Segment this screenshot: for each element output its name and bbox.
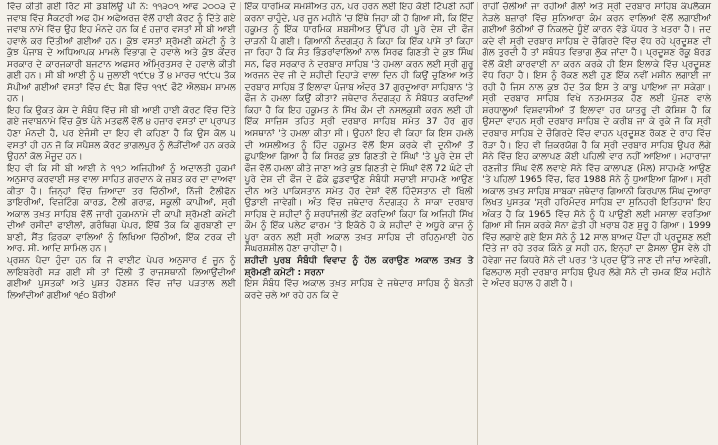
article-column-middle: [240, 2, 478, 445]
paragraph: ਇਹ ਕਿ ਉਕਤ ਕੇਸ ਦੇ ਸੰਬੰਧ ਵਿੱਚ ਸੀ ਬੀ ਆਈ ਹਾਈ ਕੋਰਟ ਵਿੱਚ ਦਿੱਤੇ ਗਏ ਜਵਾਬਨਾਮੇ ਵਿੱਚ ਕੁੱਝ ਪੰਨੇ ਮਤਫਲੋਂ ਵੱਲੋਂ ੪ ਹਜ਼ਾਰ ਵਸਤਾਂ ਦਾ ਪ੍ਰਾਪਤ ਹੋਣਾ ਮੰਨਦੀ ਹੈ, ਪਰ ਏਜੰਸੀ ਦਾ ਇਹ ਵੀ ਕਹਿਣਾ ਹੈ ਕਿ ਉਸ ਕੋਲ ੫ ਵਸਤਾਂ ਹੀ ਹਨ ਜੋ ਕਿ ਸਪੈਸ਼ਲ ਕੋਰਟ ਭਾਗਲਪੁਰ ਨੂੰ ਲੋੜੀਂਦੀਆਂ ਹਨ ਕਰਕੇ ਉਹਨਾਂ ਕੋਲ ਮੌਜੂਦ ਹਨ।: [7, 105, 236, 163]
paragraph: ਇਹ ਵੀ ਕਿ ਸੀ ਬੀ ਆਈ ਨੇ ੧੧੭ ਅਜਿਹੀਆਂ ਨੂੰ ਅਦਾਲਤੀ ਹੁਕਮਾਂ ਅਨੁਸਾਰ ਕਰਵਾਈ ਸਭ ਵਾਲਾ ਸਾਹਿਤ ਗਰਦਾਨ ਕੇ ਜ਼ਬਤ ਕਰ ਦਾ ਦਾਅਵਾ ਕੀਤਾ ਹੈ। ਜਿਨ੍ਹਾਂ ਵਿੱਚ ਜ਼ਿਆਦਾ ਤਰ ਚਿੱਠੀਆਂ, ਨਿੱਜੀ ਟੈਲੀਫੋਨ ਡਾਇਰੀਆਂ, ਵਿਜ਼ਟਿੰਗ ਕਾਰਡ, ਟੈਲੀ ਗਰਾਫ਼, ਸਕੂਲੀ ਕਾਪੀਆਂ, ਸ੍ਰੀ ਅਕਾਲ ਤਖ਼ਤ ਸਾਹਿਬ ਵੱਲੋਂ ਜਾਰੀ ਹੁਕਮਨਾਮੇ ਦੀ ਕਾਪੀ ਸ਼੍ਰੋਮਣੀ ਕਮੇਟੀ ਦੀਆਂ ਰਸੀਦਾਂ ਫਾਈਲਾਂ, ਗਰੰਥਿਗ ਪੇਪਰ, ਇੱਥੋਂ ਤੱਕ ਕਿ ਗੁਰਬਾਣੀ ਦਾ ਬਾਣੀ, ਸੈਂਤ ਫ਼ਿਰਕਾ ਵਾਲਿਆਂ ਨੂੰ ਲਿਖਿਆ ਚਿੱਠੀਆਂ, ਇੱਕ ਟਰਕ ਦੀ ਆਰ. ਸੀ. ਆਦਿ ਸ਼ਾਮਿਲ ਹਨ।: [7, 163, 236, 255]
article-column-right: [477, 2, 715, 445]
article-subheading: ਸ਼ਹੀਦੀ ਪੁਰਬ ਸੰਬੰਧੀ ਵਿਵਾਦ ਨੂੰ ਹੱਲ ਕਰਾਉਣ ਅਕਾਲ ਤਖ਼ਤ ਤੇ ਸ਼੍ਰੋਮਣੀ ਕਮੇਟੀ : ਸਰਨਾ: [244, 256, 474, 278]
paragraph: ਵਿੱਚ ਕੀਤੀ ਗਈ ਰਿੱਟ ਸੀ ਡਬਲਿਊ ਪੀ ਨੰ: ੧੧੩੦੧ ਆਫ ੨੦੦੩ ਦੇ ਜਵਾਬ ਵਿੱਚ ਸੈਕਟਰੀ ਅਫ ਹੋਮ ਅਫੇਅਰਜ਼ ਵੱਲੋਂ ਹਾਈ ਕੋਰਟ ਨੂੰ ਦਿੱਤੇ ਗਏ ਜਵਾਬ ਨਾਮੇ ਵਿੱਚ ਉਹ ਇਹ ਮੰਨਦੇ ਹਨ ਕਿ ੬ ਹਜ਼ਾਰ ਵਸਤਾਂ ਸੀ ਬੀ ਆਈ ਹਵਾਲੇ ਕਰ ਦਿੱਤੀਆਂ ਗਈਆਂ ਹਨ। ਕੁੱਝ ਵਸਤਾਂ ਸ਼੍ਰੋਮਣੀ ਕਮੇਟੀ ਨੂੰ ਤੇ ਕੁੱਝ ਪੰਜਾਬ ਦੇ ਅਧਿਆਪਕ ਮਾਮਲੇ ਵਿਭਾਗ ਦੇ ਹਵਾਲੇ ਅਤੇ ਕੁੱਝ ਕੇਂਦਰ ਸਰਕਾਰ ਦੇ ਕਾਰਜਕਾਰੀ ਬਜਟਾਨ ਅਫਸਰ ਅੰਮ੍ਰਿਤਸਰ ਦੇ ਹਵਾਲੇ ਕੀਤੀ ਗਈ ਹਨ। ਸੀ ਬੀ ਆਈ ਨੂੰ ੫ ਜੁਲਾਈ ੧੯੮੪ ਤੋਂ ੪ ਮਾਰਚ ੧੯੮੫ ਤੱਕ ਸੋਪੀਆਂ ਗਈਆਂ ਵਸਤਾਂ ਵਿੱਚ ੬੮ ਬੈਗ ਵਿੱਚ ੧੧੯ ਫੌਟੋ ਐਲਬਮ ਸ਼ਾਮਲ ਹਨ।: [7, 2, 236, 105]
article-column-left: [3, 2, 240, 445]
paragraph: ਇਸ ਸੰਬੰਧ ਵਿੱਚ ਅਕਾਲ ਤਖ਼ਤ ਸਾਹਿਬ ਦੇ ਜਥੇਦਾਰ ਸਾਹਿਬ ਨੂੰ ਬੇਨਤੀ ਕਰਦੇ ਚਲੇ ਆ ਰਹੇ ਹਨ ਕਿ ਦੇ: [244, 279, 474, 301]
paragraph: ਪ੍ਰਸ਼ਨ ਪੈਦਾ ਹੁੰਦਾ ਹਨ ਕਿ ਜੋ ਵਾਈਟ ਪੇਪਰ ਅਨੁਸਾਰ ੬ ਜੂਨ ਨੂੰ ਲਾਇਬਰੇਰੀ ਸੜ ਗਈ ਸੀ ਤਾਂ ਦਿੱਲੀ ਤੋਂ ਰਾਜਸਥਾਨੀ ਲਿਆਉਂਦੀਆਂ ਗਈਆਂ ਪੁਸਤਕਾਂ ਅਤੇ ਪੁਸ਼ਤ ਹੋਣਸ਼ਨ ਵਿੱਚ ਜਾਂਚ ਪੜਤਾਲ ਲਈ ਲਿਆਂਦੀਆਂ ਗਈਆਂ ੧੬੦ ਬੋਰੀਆਂ: [7, 256, 236, 301]
paragraph: ਰਾਹੀਂ ਚੱਲੀਆਂ ਜਾ ਰਹੀਆਂ ਗੱਲਾਂ ਅਤੇ ਸ੍ਰੀ ਦਰਬਾਰ ਸਾਹਿਬ ਕੰਪਲੈਕਸ ਨੇੜਲੇ ਬਜ਼ਾਰਾਂ ਵਿੱਚ ਸੁਨਿਆਰਾ ਕੰਮ ਕਰਨ ਵਾਲਿਆਂ ਵੱਲੋਂ ਲਗਾਈਆਂ ਗਈਆਂ ਭੱਠੀਆਂ ਚੋਂ ਨਿਕਲਦੇ ਧੂੰਏਂ ਕਾਰਨ ਵੱਡੇ ਪੱਧਰ ਤੇ ਖਤਰਾ ਹੈ। ਜਦ ਕਦੇ ਵੀ ਸ੍ਰੀ ਦਰਬਾਰ ਸਾਹਿਬ ਦੇ ਚੌਗਿਰਦੇ ਵਿੱਚ ਵੱਧ ਰਹੇ ਪ੍ਰਦੂਸ਼ਣ ਦੀ ਗੱਲ ਤੁਰਦੀ ਹੈ ਤਾਂ ਸਬੰਧਤ ਵਿਭਾਗ ਲੁੱਕ ਜਾਂਦਾ ਹੈ। ਪ੍ਰਦੂਸ਼ਣ ਰੋਕੂ ਬੋਰਡ ਵੱਲੋਂ ਕੋਈ ਕਾਰਵਾਈ ਨਾ ਕਰਨ ਕਰਕੇ ਹੀ ਇਸ ਇਲਾਕੇ ਵਿੱਚ ਪ੍ਰਦੂਸ਼ਣ ਵੱਧ ਰਿਹਾ ਹੈ। ਇਸ ਨੂੰ ਰੋਕਣ ਲਈ ਹੁਣ ਇੱਕ ਨਵੀਂ ਮਸ਼ੀਨ ਲਗਾਈ ਜਾ ਰਹੀ ਹੈ ਜਿਸ ਨਾਲ ਕੁਝ ਹੱਦ ਤੱਕ ਇਸ ਤੇ ਕਾਬੂ ਪਾਇਆ ਜਾ ਸਕੇਗਾ। ਸ੍ਰੀ ਦਰਬਾਰ ਸਾਹਿਬ ਵਿਖੇ ਨਤਮਸਤਕ ਹੋਣ ਲਈ ਪੁੱਜਣ ਵਾਲੇ ਸ਼ਰਧਾਲੂਆਂ ਵਿਸ਼ਵਾਸੀਆਂ ਤੋਂ ਇਲਾਵਾ ਹਰ ਯਾਤਰੂ ਦੀ ਕੋਸ਼ਿਸ਼ ਹੈ ਕਿ ਉਸਦਾ ਵਾਹਨ ਸ੍ਰੀ ਦਰਬਾਰ ਸਾਹਿਬ ਦੇ ਕਰੀਬ ਜਾ ਕੇ ਰੁਕੇ ਜੋ ਕਿ ਸ੍ਰੀ ਦਰਬਾਰ ਸਾਹਿਬ ਦੇ ਚੌਗਿਰਦੇ ਵਿੱਚ ਵਾਹਨ ਪ੍ਰਦੂਸ਼ਣ ਰੋਕਣ ਦੇ ਰਾਹ ਵਿੱਚ ਰੋੜਾ ਹੈ। ਇਹ ਵੀ ਜ਼ਿਕਰਯੋਗ ਹੈ ਕਿ ਸ੍ਰੀ ਦਰਬਾਰ ਸਾਹਿਬ ਉਪਰ ਲੱਗੇ ਸੋਨੇ ਵਿੱਚ ਇਹ ਕਾਲਾਪਣ ਕੋਈ ਪਹਿਲੀ ਵਾਰ ਨਹੀਂ ਆਇਆ। ਮਹਾਰਾਜਾ ਰਣਜੀਤ ਸਿੰਘ ਵੱਲੋਂ ਲਵਾਏ ਸੋਨੇ ਵਿੱਚ ਕਾਲਾਪਣ (ਮੈਲ) ਸਾਹਮਣੇ ਆਉਣ 'ਤੇ ਪਹਿਲਾਂ 1965 ਵਿੱਚ, ਫਿਰ 1988 ਸੋਨੇ ਨੂੰ ਧੁਆਇਆ ਗਿਆ। ਸ੍ਰੀ ਅਕਾਲ ਤਖ਼ਤ ਸਾਹਿਬ ਸਾਬਕਾ ਜਥੇਦਾਰ ਗਿਆਨੀ ਕਿਰਪਾਲ ਸਿੰਘ ਦੁਆਰਾ ਲਿਖਤ ਪੁਸਤਕ 'ਸ੍ਰੀ ਹਰਿਮੰਦਰ ਸਾਹਿਬ ਦਾ ਸੁਨਿਹਰੀ ਇਤਿਹਾਸ' ਇਹ ਅੰਕਤ ਹੈ ਕਿ 1965 ਵਿੱਚ ਸੋਨੇ ਨੂੰ ਧੋ ਪਾਉਣੀ ਲਈ ਮਸਾਲਾ ਵਰਤਿਆ ਗਿਆ ਸੀ ਜਿਸ ਕਰਕੇ ਸੋਨਾ ਛੇਤੀ ਹੀ ਖ਼ਰਾਬ ਹੋਣ ਸ਼ੁਰੂ ਹੋ ਗਿਆ। 1999 ਵਿੱਚ ਲਗਾਏ ਗਏ ਇਸ ਸੋਨੇ ਨੂੰ 12 ਸਾਲ ਬਾਅਦ ਪੈਂਦਾ ਹੀ ਪ੍ਰਦੂਸ਼ਣ ਲਈ ਦਿੱਤੇ ਜਾ ਰਹੇ ਤਰਕ ਕਿੰਨੇ ਕੁ ਸਹੀ ਹਨ, ਇਨ੍ਹਾਂ ਦਾ ਫ਼ੈਸਲਾ ਉਸ ਵੇਲੇ ਹੀ ਹੋਵੇਗਾ ਜਦ ਕਿਧਰੇ ਸੋਨੇ ਦੀ ਪਰਤ 'ਤੇ ਪ੍ਰਦ ਉੱਤੇ ਜਾਣ ਦੀ ਜਾਂਚ ਆਵੇਗੀ, ਫਿਲਹਾਲ ਸ੍ਰੀ ਦਰਬਾਰ ਸਾਹਿਬ ਉਪਰ ਲੱਗੇ ਸੋਨੇ ਦੀ ਚਮਕ ਇੱਕ ਮਹੀਨੇ ਦੇ ਅੰਦਰ ਬਹਾਲ ਹੋ ਗਈ ਹੈ।: [482, 2, 712, 290]
paragraph: ਇੱਕ ਧਾਰਮਿਕ ਸਮਸ਼ੀਅਤ ਹਨ, ਪਰ ਹਰਨ ਲਈ ਇਹ ਕੋਈ ਟਿੱਪਣੀ ਨਹੀਂ ਕਰਨਾ ਚਾਹੁੰਦੇ, ਪਰ ਜੂਨ ਮਹੀਨੇ 'ਚ ਇੱਥੇ ਜਿਹਾ ਕੀ ਹੋ ਗਿਆ ਸੀ, ਕਿ ਇੱਦ ਹਕੂਮਤ ਨੂੰ ਇੱਕ ਧਾਰਮਿਕ ਸ਼ਬਸੀਅਤ ਉੱਪਰ ਹੀ ਪੂਰੇ ਦੇਸ਼ ਦੀ ਫੌਜ ਚਾੜਨੀ ਪੈ ਗਈ। ਗਿਆਨੀ ਨੰਦਗੜ੍ਹ ਨੇ ਕਿਹਾ ਕਿ ਇੱਕ ਪਾਸੇ ਤਾਂ ਕਿਹਾ ਜਾ ਰਿਹਾ ਹੈ ਕਿ ਸੰਤ ਭਿੰਡਰਾਂਵਾਲਿਆਂ ਨਾਲ ਸਿਰਫ ਗਿਣਤੀ ਦੇ ਕੁਝ ਸਿੰਘ ਸਨ, ਫਿਰ ਸਰਕਾਰ ਨੇ ਦਰਬਾਰ ਸਾਹਿਬ 'ਤੇ ਹਮਲਾ ਕਰਨ ਲਈ ਸ੍ਰੀ ਗੁਰੂ ਅਰਜਨ ਦੇਵ ਜੀ ਦੇ ਸ਼ਹੀਦੀ ਦਿਹਾੜੇ ਵਾਲਾ ਦਿਨ ਹੀ ਕਿਉਂ ਚੁਣਿਆ ਅਤੇ ਦਰਬਾਰ ਸਾਹਿਬ ਤੋਂ ਇਲਾਵਾ ਪੰਜਾਬ ਅੰਦਰ 37 ਗੁਰਦੁਆਰਾ ਸਾਹਿਬਾਨ 'ਤੇ ਫੌਜ ਨੇ ਹਮਲਾ ਕਿਉਂ ਕੀਤਾ? ਜਥੇਦਾਰ ਨੰਦਗੜ੍ਹ ਨੇ ਸੰਬੋਧਤ ਕਰਦਿਆਂ ਕਿਹਾ ਹੈ ਕਿ ਇਹ ਹਕੂਮਤ ਨੇ ਸਿੱਖ ਕੌਮ ਦੀ ਨਸਲਕੁਸ਼ੀ ਕਰਨ ਲਈ ਹੀ ਇੱਕ ਸਾਜ਼ਿਸ ਤਹਿਤ ਸ੍ਰੀ ਦਰਬਾਰ ਸਾਹਿਬ ਸਮੇਤ 37 ਹੋਰ ਗੁਰ ਅਸਥਾਨਾਂ 'ਤੇ ਹਮਲਾ ਕੀਤਾ ਸੀ। ਉਹਨਾਂ ਇਹ ਵੀ ਕਿਹਾ ਕਿ ਇਸ ਹਮਲੇ ਦੀ ਅਸਲੀਅਤ ਨੂੰ ਹਿੰਦ ਹਕੂਮਤ ਵੱਲੋਂ ਇਸ ਕਰਕੇ ਵੀ ਦੁਨੀਆਂ ਤੋਂ ਛੁਪਾਇਆ ਗਿਆ ਹੈ ਕਿ ਸਿਰਫ਼ ਕੁਝ ਗਿਣਤੀ ਦੇ ਸਿੰਘਾਂ 'ਤੇ ਪੂਰੇ ਦੇਸ਼ ਦੀ ਫੌਜ ਵੱਲੋਂ ਹਮਲਾ ਕੀਤੇ ਜਾਣਾ ਅਤੇ ਕੁਝ ਗਿਣਤੀ ਦੇ ਸਿੰਘਾਂ ਵੱਲੋਂ 72 ਘੰਟੇ ਦੀ ਪੂਰੇ ਦੇਸ਼ ਦੀ ਫੌਜ ਦੇ ਛੱਕੇ ਛੁਡਵਾਉਣ ਸੰਬੰਧੀ ਸਚਾਈ ਸਾਹਮਣੇ ਆਉਣ ਦੀਨ ਅਤੇ ਪਾਕਿਸਤਾਨ ਸਮੇਤ ਹੋਰ ਦੇਸ਼ਾਂ ਵੱਲੋਂ ਹਿੰਦੋਸਤਾਨ ਦੀ ਖਿੱਲੀ ਉਡਾਈ ਜਾਵੇਗੀ। ਅੰਤ ਵਿੱਚ ਜਥੇਦਾਰ ਨੰਦਗੜ੍ਹ ਨੇ ਸਾਕਾ ਦਰਬਾਰ ਸਾਹਿਬ ਦੇ ਸ਼ਹੀਦਾਂ ਨੂੰ ਸ਼ਰਧਾਂਜਲੀ ਭੇਂਟ ਕਰਦਿਆਂ ਕਿਹਾ ਕਿ ਅਜਿਹੀ ਸਿੱਖ ਕੌਮ ਨੂੰ ਇੱਕ ਪਲੇਟ ਫਾਰਮ 'ਤੇ ਇਕੱਠੇ ਹੋ ਕੇ ਸ਼ਹੀਦਾਂ ਦੇ ਅਧੂਰੇ ਕਾਜ ਨੂੰ ਪੂਰਾ ਕਰਨ ਲਈ ਸ੍ਰੀ ਅਕਾਲ ਤਖ਼ਤ ਸਾਹਿਬ ਦੀ ਰਹਿਨੁਮਾਈ ਹੇਠ ਸੰਘਰਸ਼ਸ਼ੀਲ ਹੋਣਾ ਚਾਹੀਦਾ ਹੈ।: [244, 2, 474, 255]
